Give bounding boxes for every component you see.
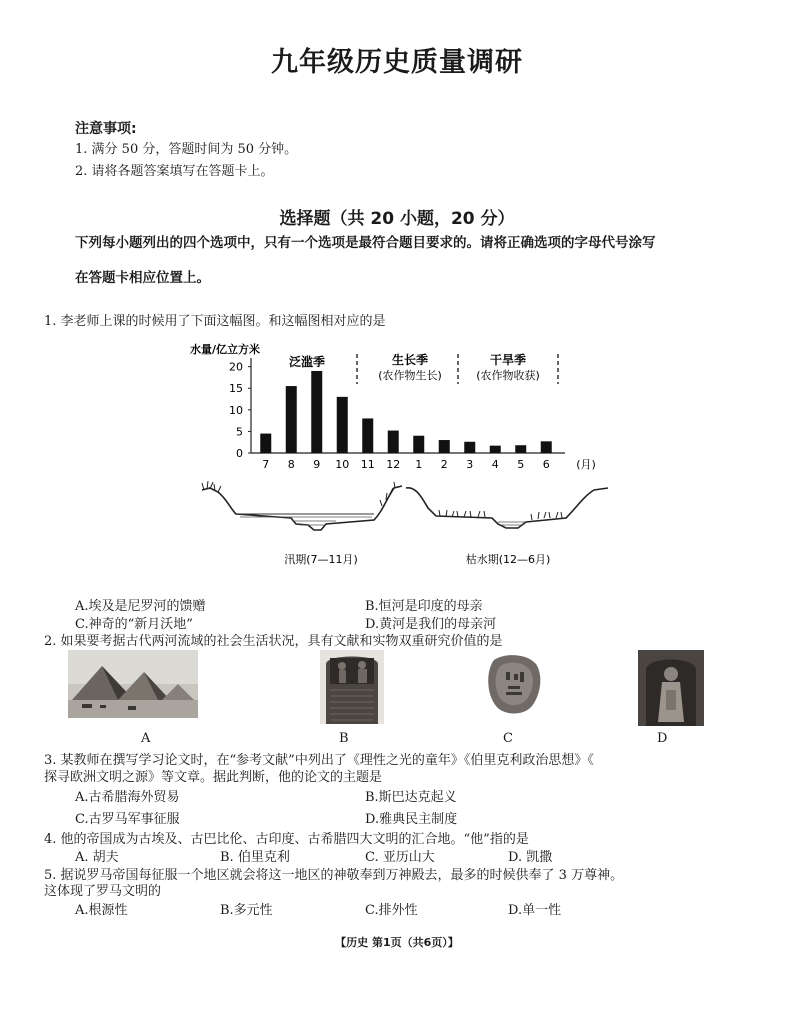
river-label-dry: 枯水期(12—6月) [465,553,551,566]
q5-option-c: C.排外性 [365,903,418,918]
q3-option-c: C.古罗马军事征服 [75,812,180,827]
q2-label-b: B [339,731,349,746]
valley-left-outline [202,486,402,530]
question-2-stem: 2. 如果要考据古代两河流域的社会生活状况，具有文献和实物双重研究价值的是 [44,634,503,649]
question-4-stem: 4. 他的帝国成为古埃及、古巴比伦、古印度、古希腊四大文明的汇合地。“他”指的是 [44,832,529,847]
chart-x-tick-label: 5 [517,458,525,471]
q4-option-b: B. 伯里克利 [220,850,290,865]
chart-y-tick-label: 5 [236,425,243,439]
season-sub-dry: (农作物收获) [476,369,540,382]
season-label-flood: 泛滥季 [288,355,326,369]
q3-option-a: A.古希腊海外贸易 [75,790,180,805]
left-bank-vegetation [202,481,395,506]
chart-bar-11 [362,418,373,453]
buddha-statue-photo [638,650,704,726]
chart-x-tick-label: 4 [491,458,499,471]
q5-option-d: D.单一性 [508,903,562,918]
notes-item-2: 2. 请将各题答案填写在答题卡上。 [75,164,274,179]
page-title: 九年级历史质量调研 [271,47,523,78]
q3-option-d: D.雅典民主制度 [365,812,458,827]
q2-label-c: C [503,731,513,746]
river-cross-section-figure [196,478,612,570]
chart-y-ticks [229,361,251,460]
notes-heading: 注意事项: [75,121,137,137]
chart-x-tick-label: 11 [360,458,375,471]
river-label-flood: 汛期(7—11月) [284,553,358,566]
chart-bar-1 [413,436,424,453]
chart-bars [260,371,552,453]
chart-bar-6 [541,441,552,453]
pyramids-photo [68,650,198,718]
chart-x-tick-label: 7 [262,458,270,471]
q4-option-d: D. 凯撒 [508,850,553,865]
chart-y-tick-label: 0 [236,447,243,460]
water-volume-chart [180,336,600,476]
chart-x-tick-label: 1 [415,458,423,471]
chart-y-tick-label: 10 [229,403,243,417]
section-instruction-line1: 下列每小题列出的四个选项中，只有一个选项是最符合题目要求的。请将正确选项的字母代号涂写 [75,235,656,251]
notes-item-1: 1. 满分 50 分，答题时间为 50 分钟。 [75,142,298,157]
chart-x-tick-label: 10 [335,458,350,471]
question-1-stem: 1. 李老师上课的时候用了下面这幅图。和这幅图相对应的是 [44,314,386,329]
chart-bar-3 [464,442,475,453]
chart-bar-5 [515,445,526,453]
season-label-growing: 生长季 [391,353,429,367]
q1-option-b: B.恒河是印度的母亲 [365,599,483,614]
q2-label-a: A [141,731,151,746]
chart-x-tick-label: 9 [313,458,321,471]
season-sub-growing: (农作物生长) [378,369,442,382]
chart-bar-9 [311,371,322,453]
chart-x-tick-label: 8 [287,458,295,471]
question-3-stem-line1: 3. 某教师在撰写学习论文时，在“参考文献”中列出了《理性之光的童年》《伯里克利政治思想》《 [44,753,594,768]
q1-option-c: C.神奇的“新月沃地” [75,617,193,632]
chart-y-label: 水量/亿立方米 [190,343,261,356]
section-instruction-line2: 在答题卡相应位置上。 [75,270,210,286]
chart-y-tick-label: 15 [229,382,243,396]
chart-x-unit: (月) [576,458,596,471]
section-title: 选择题（共 20 小题，20 分） [279,209,515,229]
q2-label-d: D [657,731,668,746]
chart-bar-2 [439,440,450,453]
q5-option-b: B.多元性 [220,903,273,918]
chart-x-tick-label: 12 [386,458,401,471]
chart-bar-8 [286,386,297,453]
q1-option-a: A.埃及是尼罗河的馈赠 [75,599,206,614]
chart-x-tick-label: 6 [542,458,550,471]
chart-bar-4 [490,446,501,453]
q5-option-a: A.根源性 [75,903,128,918]
chart-bar-12 [388,431,399,453]
season-label-dry: 干旱季 [489,353,527,367]
chart-x-ticks [262,458,550,471]
q1-option-d: D.黄河是我们的母亲河 [365,617,497,632]
seal-photo [484,652,544,718]
right-bank-vegetation [439,510,562,520]
question-5-stem-line2: 这体现了罗马文明的 [44,884,162,899]
chart-x-tick-label: 2 [440,458,448,471]
flood-water-hatch [240,517,372,525]
chart-y-tick-label: 20 [229,360,243,374]
question-3-stem-line2: 探寻欧洲文明之源》等文章。据此判断，他的论文的主题是 [44,770,383,785]
chart-bar-10 [337,397,348,453]
q4-option-a: A. 胡夫 [75,850,119,865]
page-footer: 【历史 第1页（共6页）】 [335,936,459,949]
q3-option-b: B.斯巴达克起义 [365,790,457,805]
stele-photo [320,650,384,724]
question-5-stem-line1: 5. 据说罗马帝国每征服一个地区就会将这一地区的神敬奉到万神殿去，最多的时候供奉了 3 万尊神。 [44,868,624,883]
chart-x-tick-label: 3 [466,458,474,471]
chart-bar-7 [260,434,271,453]
q4-option-c: C. 亚历山大 [365,850,435,865]
